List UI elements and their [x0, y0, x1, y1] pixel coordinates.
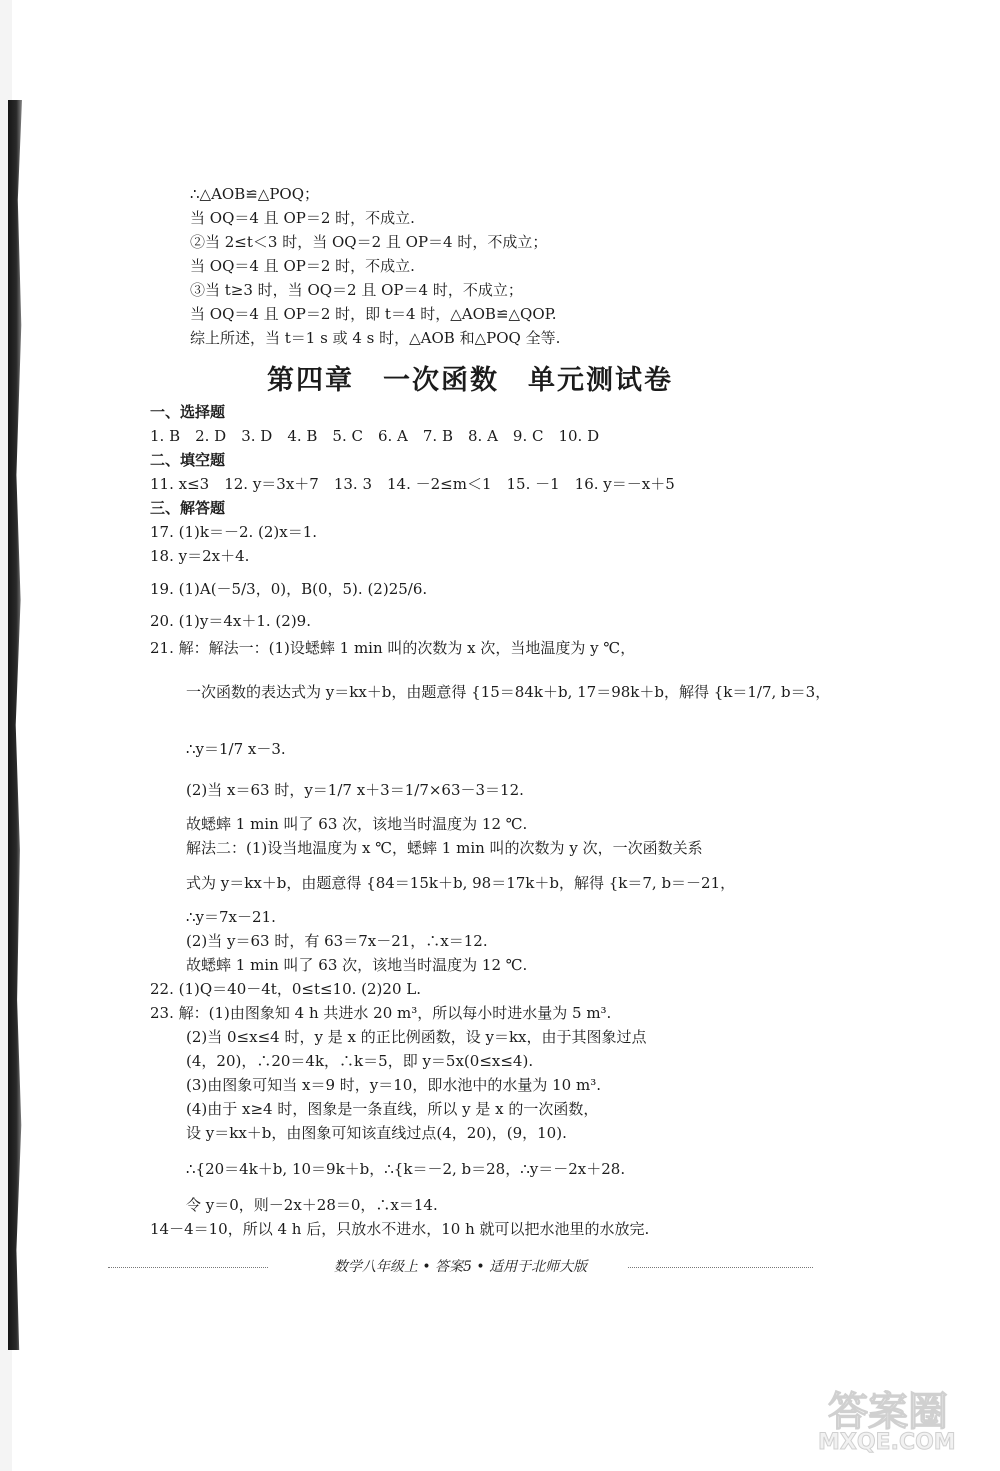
section-heading-fill: 二、填空题	[150, 451, 226, 469]
answer-line: 20. (1)y＝4x＋1. (2)9.	[150, 612, 311, 630]
answer-line: 故蟋蟀 1 min 叫了 63 次，该地当时温度为 12 ℃.	[186, 956, 528, 974]
answer-line: 解法二：(1)设当地温度为 x ℃，蟋蟀 1 min 叫的次数为 y 次，一次函数关系	[186, 839, 703, 857]
answer-line: (2)当 y＝63 时，有 63＝7x－21，∴x＝12.	[186, 932, 488, 950]
answer-line: 令 y＝0，则－2x＋28＝0，∴x＝14.	[186, 1196, 438, 1214]
text-line: ③当 t≥3 时，当 OQ＝2 且 OP＝4 时，不成立；	[190, 281, 523, 299]
text-line: ②当 2≤t＜3 时，当 OQ＝2 且 OP＝4 时，不成立；	[190, 233, 548, 251]
answer-line: ∴{20＝4k＋b, 10＝9k＋b，∴{k＝－2, b＝28，∴y＝－2x＋28.	[186, 1160, 626, 1178]
footer-text: 数学八年级上 • 答案5 • 适用于北师大版	[328, 1259, 593, 1275]
text-line: ∴△AOB≌△POQ；	[190, 185, 320, 203]
fill-answers: 11. x≤3 12. y＝3x＋7 13. 3 14. －2≤m＜1 15. －1 16. y＝－x＋5	[150, 475, 675, 493]
text-line: 当 OQ＝4 且 OP＝2 时，即 t＝4 时，△AOB≌△QOP.	[190, 305, 557, 323]
page-footer	[108, 1256, 813, 1278]
answer-line: 一次函数的表达式为 y＝kx＋b，由题意得 {15＝84k＋b, 17＝98k＋b，解得 {k＝1/7, b＝3，	[186, 683, 831, 701]
text-line: 当 OQ＝4 且 OP＝2 时，不成立.	[190, 209, 415, 227]
section-heading-solve: 三、解答题	[150, 499, 226, 517]
text-line: 综上所述，当 t＝1 s 或 4 s 时，△AOB 和△POQ 全等.	[190, 329, 561, 347]
watermark-logo: 答案圈	[828, 1389, 948, 1435]
answer-line: (2)当 x＝63 时，y＝1/7 x＋3＝1/7×63－3＝12.	[186, 781, 524, 799]
watermark	[818, 1380, 978, 1460]
answer-line: (3)由图象可知当 x＝9 时，y＝10，即水池中的水量为 10 m³.	[186, 1076, 601, 1094]
answer-line: 式为 y＝kx＋b，由题意得 {84＝15k＋b, 98＝17k＋b，解得 {k＝7, b＝－21，	[186, 874, 736, 892]
answer-line: 18. y＝2x＋4.	[150, 547, 250, 565]
answer-line: 14－4＝10，所以 4 h 后，只放水不进水，10 h 就可以把水池里的水放完.	[150, 1220, 650, 1238]
answer-line: ∴y＝1/7 x－3.	[186, 740, 286, 758]
answer-line: 故蟋蟀 1 min 叫了 63 次，该地当时温度为 12 ℃.	[186, 815, 528, 833]
answer-line: 23. 解：(1)由图象知 4 h 共进水 20 m³，所以每小时进水量为 5 m³.	[150, 1004, 612, 1022]
answer-line: ∴y＝7x－21.	[186, 908, 276, 926]
choice-answers: 1. B 2. D 3. D 4. B 5. C 6. A 7. B 8. A 9. C 10. D	[150, 427, 600, 445]
answer-line: 设 y＝kx＋b，由图象可知该直线过点(4，20)，(9，10).	[186, 1124, 567, 1142]
answer-line: (4，20)，∴20＝4k，∴k＝5，即 y＝5x(0≤x≤4).	[186, 1052, 534, 1070]
section-heading-choice: 一、选择题	[150, 403, 226, 421]
answer-line: (4)由于 x≥4 时，图象是一条直线，所以 y 是 x 的一次函数，	[186, 1100, 599, 1118]
answer-line: 21. 解：解法一：(1)设蟋蟀 1 min 叫的次数为 x 次，当地温度为 y ℃，	[150, 639, 636, 657]
answer-line: (2)当 0≤x≤4 时，y 是 x 的正比例函数，设 y＝kx，由于其图象过点	[186, 1028, 647, 1046]
torn-page-edge	[8, 100, 22, 1350]
chapter-title: 第四章 一次函数 单元测试卷	[267, 365, 673, 396]
text-line: 当 OQ＝4 且 OP＝2 时，不成立.	[190, 257, 415, 275]
watermark-site: MXQE.COM	[818, 1430, 956, 1455]
answer-line: 17. (1)k＝－2. (2)x＝1.	[150, 523, 318, 541]
answer-line: 19. (1)A(－5/3，0)，B(0，5). (2)25/6.	[150, 580, 428, 598]
answer-line: 22. (1)Q＝40－4t，0≤t≤10. (2)20 L.	[150, 980, 421, 998]
